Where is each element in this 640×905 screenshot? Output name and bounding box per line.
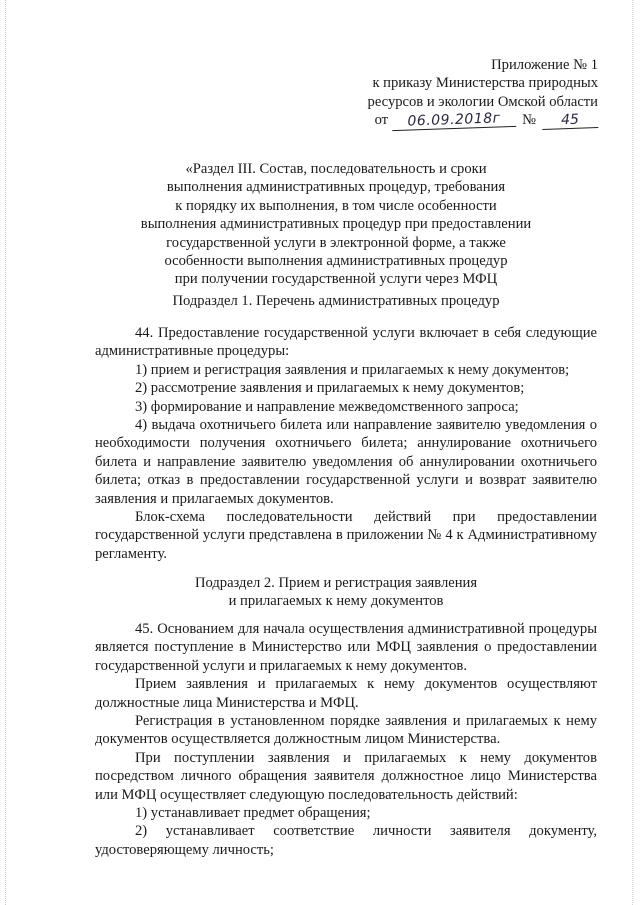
paragraph: 44. Предоставление государственной услуги включает в себя следующие административные процедуры: [95,325,597,360]
appendix-number: Приложение № 1 [491,57,598,73]
order-reference-line1: к приказу Министерства природных [372,75,598,92]
section-title-line: государственной услуги в электронной форме, а также [166,234,506,251]
paragraph: Прием заявления и прилагаемых к нему документов осуществляют должностные лица Министерства и МФЦ. [95,676,597,711]
paragraph: Регистрация в установленном порядке заявления и прилагаемых к нему документов осуществляется должностным лицом Министерства. [95,713,597,748]
paragraph: 45. Основанием для начала осуществления административной процедуры является поступление в Министерство или МФЦ заявления о предоставлении государственной услуги и прилагаемых к нему документов. [95,621,597,674]
appendix-header [298,56,598,130]
subsection-1-title: Подраздел 1. Перечень административных процедур [172,293,500,309]
list-item: 2) устанавливает соответствие личности заявителя документу, удостоверяющему личность; [95,823,597,858]
subsection-2-title-line: Подраздел 2. Прием и регистрация заявления [194,575,478,591]
section-title [96,160,576,289]
paragraph: Блок-схема последовательности действий при предоставлении государственной услуги представлена в приложении № 4 к Административному регламенту. [95,509,597,562]
order-date-line [298,111,598,129]
subsection-2-title-line: и прилагаемых к нему документов [228,593,444,610]
section-title-line: выполнения административных процедур, требования [166,179,506,196]
section-title-line: при получении государственной услуги через МФЦ [174,271,498,288]
section-title-line: к порядку их выполнения, в том числе особенности [175,197,497,214]
list-item: 2) рассмотрение заявления и прилагаемых к нему документов; [135,380,525,397]
section-title-line: выполнения административных процедур при предоставлении [140,216,532,233]
order-reference-line2: ресурсов и экологии Омской области [367,93,598,110]
paragraph: При поступлении заявления и прилагаемых к нему документов посредством личного обращения заявителя должностное лицо Министерства или МФЦ осуществляет следующую последовательность действий: [95,749,597,803]
scan-edge-right [632,0,634,905]
handwritten-date: 06.09.2018г [392,110,517,131]
list-item: 4) выдача охотничьего билета или направление заявителю уведомления о необходимости получения охотничьего билета; аннулирование охотничьего билета и направление заявителю уведомления об аннулировании охотничьего билета; отказ в предоставлении государственной услуги и возврат заявителю заявления и прилагаемых документов. [95,417,597,507]
section-title-line: «Раздел III. Состав, последовательность и сроки [185,161,487,177]
section-title-line: особенности выполнения административных процедур [164,253,508,270]
list-item: 3) формирование и направление межведомственного запроса; [135,398,519,415]
subsection-2-title [96,574,576,611]
list-item: 1) устанавливает предмет обращения; [135,805,371,822]
scan-edge-left [5,0,7,905]
list-item: 1) прием и регистрация заявления и прилагаемых к нему документов; [135,361,570,378]
number-label: № [522,112,536,129]
subsection-2-body [95,620,597,859]
handwritten-order-number: 45 [542,111,599,130]
from-label: от [374,112,389,129]
subsection-1-body [95,324,597,563]
